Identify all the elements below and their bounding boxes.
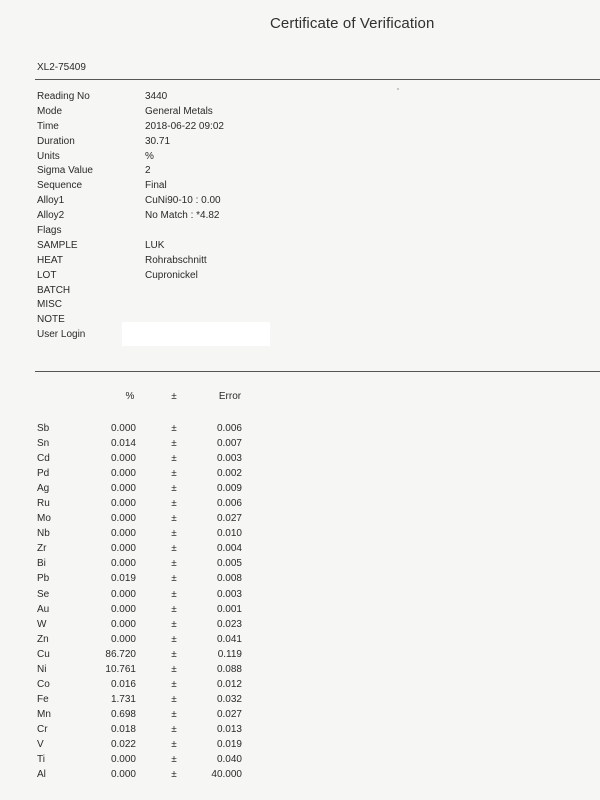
field-label: Flags bbox=[37, 225, 62, 237]
table-row bbox=[0, 707, 600, 722]
element-symbol: Mn bbox=[37, 708, 51, 720]
table-row bbox=[0, 481, 600, 496]
element-error: 0.032 bbox=[216, 693, 242, 705]
table-row bbox=[0, 496, 600, 511]
element-percent: 1.731 bbox=[110, 693, 136, 705]
element-percent: 0.000 bbox=[110, 603, 136, 615]
element-error: 0.006 bbox=[216, 498, 242, 510]
plusminus-sign: ± bbox=[171, 648, 177, 660]
element-symbol: Cd bbox=[37, 453, 50, 465]
table-row bbox=[0, 511, 600, 526]
field-value: Final bbox=[145, 180, 167, 192]
element-symbol: Nb bbox=[37, 528, 50, 540]
element-symbol: Pb bbox=[37, 573, 50, 585]
percent-column-header: % bbox=[125, 391, 135, 402]
element-percent: 0.000 bbox=[110, 483, 136, 495]
field-label: BATCH bbox=[37, 284, 71, 296]
element-symbol: Sb bbox=[37, 423, 50, 434]
table-row bbox=[0, 451, 600, 466]
element-error: 0.040 bbox=[216, 754, 242, 766]
field-value: CuNi90-10 : 0.00 bbox=[145, 195, 221, 207]
table-row bbox=[0, 602, 600, 617]
plusminus-sign: ± bbox=[171, 588, 177, 600]
element-symbol: Zn bbox=[37, 633, 49, 645]
element-percent: 0.000 bbox=[110, 754, 136, 766]
plusminus-sign: ± bbox=[171, 618, 177, 630]
element-symbol: Mo bbox=[37, 513, 51, 525]
table-row bbox=[0, 677, 600, 692]
plusminus-sign: ± bbox=[171, 769, 177, 781]
plusminus-sign: ± bbox=[171, 558, 177, 570]
element-error: 0.019 bbox=[216, 738, 242, 750]
plusminus-sign: ± bbox=[171, 708, 177, 720]
element-percent: 0.000 bbox=[110, 468, 136, 480]
element-percent: 0.000 bbox=[110, 498, 136, 510]
plusminus-sign: ± bbox=[171, 723, 177, 735]
field-label: Duration bbox=[37, 135, 75, 147]
element-error: 0.088 bbox=[216, 663, 242, 675]
plusminus-sign: ± bbox=[171, 663, 177, 675]
element-error: 0.007 bbox=[216, 438, 242, 450]
plusminus-sign: ± bbox=[171, 738, 177, 750]
element-percent: 86.720 bbox=[105, 648, 136, 660]
plusminus-sign: ± bbox=[171, 438, 177, 450]
field-value: General Metals bbox=[145, 105, 213, 117]
field-label: Units bbox=[37, 150, 60, 162]
element-symbol: Cu bbox=[37, 648, 50, 660]
table-row bbox=[0, 632, 600, 647]
element-percent: 0.014 bbox=[110, 438, 136, 450]
element-error: 0.041 bbox=[216, 633, 242, 645]
element-error: 0.008 bbox=[216, 573, 242, 585]
table-row bbox=[0, 571, 600, 586]
element-percent: 0.016 bbox=[110, 678, 136, 690]
element-table bbox=[0, 421, 600, 782]
table-row bbox=[0, 541, 600, 556]
field-value: Rohrabschnitt bbox=[145, 254, 207, 266]
element-symbol: W bbox=[37, 618, 47, 630]
element-symbol: Bi bbox=[37, 558, 46, 570]
element-error: 0.023 bbox=[216, 618, 242, 630]
element-percent: 0.000 bbox=[110, 769, 136, 781]
field-value: 3440 bbox=[145, 91, 168, 102]
field-label: MISC bbox=[37, 299, 62, 311]
element-symbol: Fe bbox=[37, 693, 49, 705]
user-login-redaction bbox=[122, 322, 270, 346]
element-percent: 0.000 bbox=[110, 543, 136, 555]
field-value: % bbox=[145, 150, 154, 162]
header-divider bbox=[35, 79, 600, 80]
element-error: 0.012 bbox=[216, 678, 242, 690]
element-table-header bbox=[0, 391, 600, 405]
plusminus-sign: ± bbox=[171, 754, 177, 766]
table-row bbox=[0, 526, 600, 541]
element-symbol: Zr bbox=[37, 543, 47, 555]
element-percent: 0.000 bbox=[110, 513, 136, 525]
element-percent: 0.000 bbox=[110, 423, 136, 434]
field-label: Alloy2 bbox=[37, 210, 65, 222]
element-symbol: V bbox=[37, 738, 44, 750]
field-label: SAMPLE bbox=[37, 239, 78, 251]
plusminus-sign: ± bbox=[171, 603, 177, 615]
element-error: 0.009 bbox=[216, 483, 242, 495]
element-error: 0.003 bbox=[216, 588, 242, 600]
table-divider bbox=[35, 371, 600, 372]
scan-speck bbox=[397, 88, 399, 90]
plusminus-sign: ± bbox=[171, 678, 177, 690]
element-error: 0.005 bbox=[216, 558, 242, 570]
element-error: 0.001 bbox=[216, 603, 242, 615]
field-label: Sigma Value bbox=[37, 165, 93, 177]
field-label: Reading No bbox=[37, 91, 90, 102]
element-percent: 0.018 bbox=[110, 723, 136, 735]
plusminus-sign: ± bbox=[171, 423, 177, 434]
element-error: 0.004 bbox=[216, 543, 242, 555]
element-symbol: Al bbox=[37, 769, 46, 781]
field-value: LUK bbox=[145, 239, 165, 251]
table-row bbox=[0, 692, 600, 707]
element-symbol: Ru bbox=[37, 498, 50, 510]
instrument-serial: XL2-75409 bbox=[37, 62, 86, 73]
element-percent: 0.000 bbox=[110, 528, 136, 540]
element-percent: 0.022 bbox=[110, 738, 136, 750]
field-label: Alloy1 bbox=[37, 195, 65, 207]
element-symbol: Co bbox=[37, 678, 50, 690]
plusminus-sign: ± bbox=[171, 468, 177, 480]
table-row bbox=[0, 647, 600, 662]
plusminus-sign: ± bbox=[171, 528, 177, 540]
table-row bbox=[0, 662, 600, 677]
field-value: No Match : *4.82 bbox=[145, 210, 220, 222]
element-error: 40.000 bbox=[211, 769, 242, 781]
element-symbol: Ag bbox=[37, 483, 50, 495]
element-percent: 0.000 bbox=[110, 588, 136, 600]
table-row bbox=[0, 421, 600, 436]
element-error: 0.003 bbox=[216, 453, 242, 465]
field-label: Sequence bbox=[37, 180, 83, 192]
field-label: LOT bbox=[37, 269, 57, 281]
field-value: Cupronickel bbox=[145, 269, 198, 281]
element-percent: 0.000 bbox=[110, 633, 136, 645]
element-error: 0.027 bbox=[216, 708, 242, 720]
element-error: 0.010 bbox=[216, 528, 242, 540]
element-error: 0.119 bbox=[217, 648, 242, 660]
element-error: 0.002 bbox=[216, 468, 242, 480]
table-row bbox=[0, 737, 600, 752]
table-row bbox=[0, 722, 600, 737]
plusminus-sign: ± bbox=[171, 513, 177, 525]
error-column-header: Error bbox=[218, 391, 242, 402]
element-error: 0.006 bbox=[216, 423, 242, 434]
plusminus-sign: ± bbox=[171, 453, 177, 465]
element-symbol: Cr bbox=[37, 723, 48, 735]
field-value: 2018-06-22 09:02 bbox=[145, 120, 224, 132]
element-percent: 0.000 bbox=[110, 558, 136, 570]
element-symbol: Se bbox=[37, 588, 50, 600]
field-label: User Login bbox=[37, 329, 86, 341]
plusminus-sign: ± bbox=[171, 483, 177, 495]
element-symbol: Au bbox=[37, 603, 50, 615]
element-symbol: Pd bbox=[37, 468, 50, 480]
plusminus-sign: ± bbox=[171, 573, 177, 585]
element-error: 0.027 bbox=[216, 513, 242, 525]
element-symbol: Ni bbox=[37, 663, 47, 675]
field-label: Time bbox=[37, 120, 59, 132]
plusminus-sign: ± bbox=[171, 543, 177, 555]
element-percent: 10.761 bbox=[105, 663, 136, 675]
plusminus-sign: ± bbox=[171, 693, 177, 705]
table-row bbox=[0, 466, 600, 481]
element-symbol: Sn bbox=[37, 438, 50, 450]
element-symbol: Ti bbox=[37, 754, 45, 766]
element-error: 0.013 bbox=[216, 723, 242, 735]
element-percent: 0.698 bbox=[110, 708, 136, 720]
table-row bbox=[0, 752, 600, 767]
table-row bbox=[0, 556, 600, 571]
document-title: Certificate of Verification bbox=[270, 15, 435, 32]
table-row bbox=[0, 436, 600, 451]
plusminus-column-header: ± bbox=[171, 391, 177, 402]
element-percent: 0.000 bbox=[110, 618, 136, 630]
field-label: NOTE bbox=[37, 314, 65, 326]
plusminus-sign: ± bbox=[171, 498, 177, 510]
table-row bbox=[0, 587, 600, 602]
element-percent: 0.019 bbox=[110, 573, 136, 585]
element-percent: 0.000 bbox=[110, 453, 136, 465]
field-value: 2 bbox=[145, 165, 151, 177]
plusminus-sign: ± bbox=[171, 633, 177, 645]
table-row bbox=[0, 617, 600, 632]
field-label: Mode bbox=[37, 105, 63, 117]
table-row bbox=[0, 767, 600, 782]
field-value: 30.71 bbox=[145, 135, 171, 147]
field-label: HEAT bbox=[37, 254, 63, 266]
